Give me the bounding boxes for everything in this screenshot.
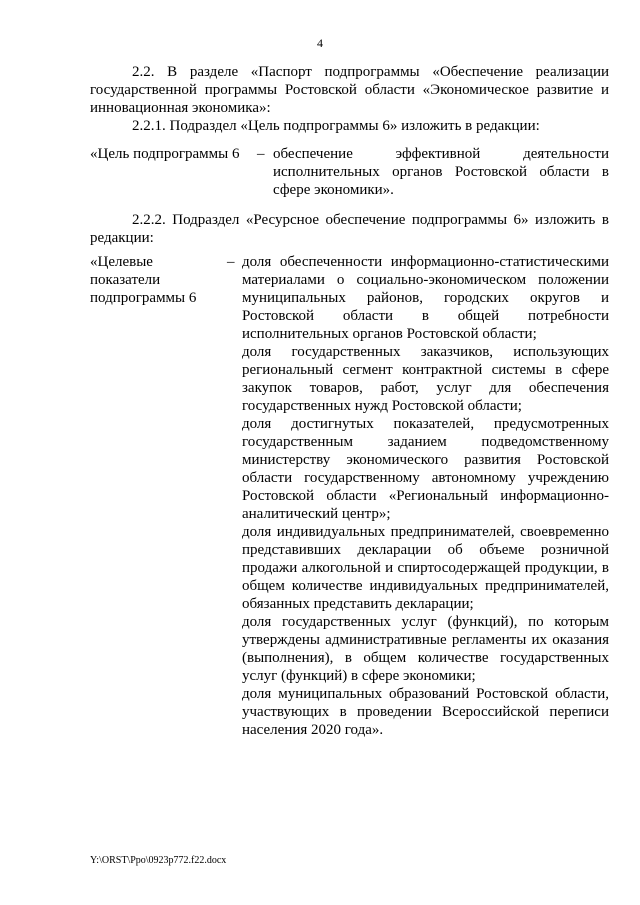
indicators-list (242, 253, 609, 739)
indicator-item: доля индивидуальных предпринимателей, своевременно представивших декларации об объеме розничной продажи алкогольной и спиртосодержащей продукции, в общем количестве индивидуальных предпринимателей, обязанных представить декларации; (242, 524, 609, 612)
goal-text: обеспечение эффективной деятельности исполнительных органов Ростовской области в сфере экономики». (273, 146, 609, 198)
page-number: 4 (317, 36, 323, 50)
paragraph-2-2: 2.2. В разделе «Паспорт подпрограммы «Обеспечение реализации государственной программы Ростовской области «Экономическое развитие и инновационная экономика»: (90, 64, 609, 116)
indicator-item: доля государственных услуг (функций), по которым утверждены административные регламенты их оказания (выполнения), в общем количестве государственных услуг (функций) в сфере экономики; (242, 614, 609, 684)
goal-dash: – (257, 146, 265, 162)
paragraph-2-2-2: 2.2.2. Подраздел «Ресурсное обеспечение подпрограммы 6» изложить в редакции: (90, 212, 609, 246)
indicator-item: доля муниципальных образований Ростовской области, участвующих в проведении Всероссийской переписи населения 2020 года». (242, 686, 609, 738)
indicator-item: доля обеспеченности информационно-статистическими материалами о социально-экономическом положении муниципальных районов, городских округов и Ростовской области в общей потребности исполнительных органов Ростовской области; (242, 254, 609, 342)
paragraph-2-2-1: 2.2.1. Подраздел «Цель подпрограммы 6» изложить в редакции: (132, 118, 540, 134)
file-path-footer: Y:\ORST\Ppo\0923p772.f22.docx (90, 855, 227, 866)
indicator-item: доля государственных заказчиков, использующих региональный сегмент контрактной системы в сфере закупок товаров, работ, услуг для обеспечения государственных нужд Ростовской области; (242, 344, 609, 414)
goal-row (90, 145, 609, 199)
goal-label: «Цель подпрограммы 6 (90, 146, 240, 162)
indicators-label: «Целевые показатели подпрограммы 6 (90, 254, 197, 306)
indicators-row (90, 253, 609, 738)
indicator-item: доля достигнутых показателей, предусмотренных государственным заданием подведомственному министерству экономического развития Ростовской области государственному автономному учреждению Ростовской области «Региональный информационно-аналитический центр»; (242, 416, 609, 522)
indicators-dash: – (227, 254, 235, 270)
